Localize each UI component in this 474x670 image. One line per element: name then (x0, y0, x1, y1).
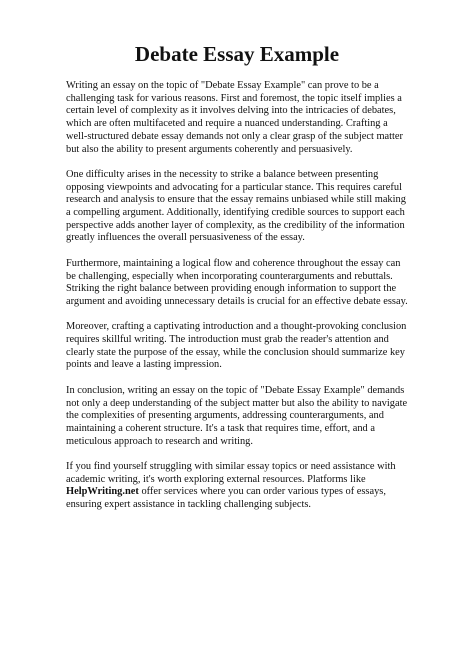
paragraph-conclusion: In conclusion, writing an essay on the topic of "Debate Essay Example" demands not only a deep understanding of the subject matter but also the ability to navigate the complexities of presenting arguments, addressing counterarguments, and maintaining a coherent structure. It's a task that requires time, effort, and a meticulous approach to research and writing. (66, 384, 408, 447)
document-body (66, 80, 410, 525)
resources-text-before: If you find yourself struggling with similar essay topics or need assistance with academic writing, it's worth exploring external resources. Platforms like (66, 461, 396, 485)
paragraph-intro: Writing an essay on the topic of "Debate Essay Example" can prove to be a challenging task for various reasons. First and foremost, the topic itself implies a certain level of complexity as it involves delving into the intricacies of debates, which are often multifaceted and require a nuanced understanding. Crafting a well-structured debate essay demands not only a clear grasp of the subject matter but also the ability to present arguments coherently and persuasively. (66, 80, 403, 155)
paragraph-flow: Furthermore, maintaining a logical flow and coherence throughout the essay can be challenging, especially when incorporating counterarguments and rebuttals. Striking the right balance between providing enough information to support the argument and avoiding unnecessary details is crucial for an effective debate essay. (66, 257, 408, 307)
document-title: Debate Essay Example (134, 42, 340, 66)
helpwriting-link[interactable]: HelpWriting.net (66, 486, 139, 498)
resources-text-after: offer services where you can order various types of essays, ensuring expert assistance in tackling challenging subjects. (66, 486, 386, 511)
paragraph-resources (66, 461, 410, 512)
paragraph-balance: One difficulty arises in the necessity to strike a balance between presenting opposing viewpoints and advocating for a particular stance. This requires careful research and analysis to ensure that the essay remains unbiased while still making a compelling argument. Additionally, identifying credible sources to support each perspective adds another layer of complexity, as the credibility of the information greatly influences the overall persuasiveness of the essay. (66, 168, 406, 244)
paragraph-intro-conclusion: Moreover, crafting a captivating introduction and a thought-provoking conclusion requires skillful writing. The introduction must grab the reader's attention and clearly state the purpose of the essay, while the conclusion should summarize key points and leave a lasting impression. (66, 321, 407, 371)
